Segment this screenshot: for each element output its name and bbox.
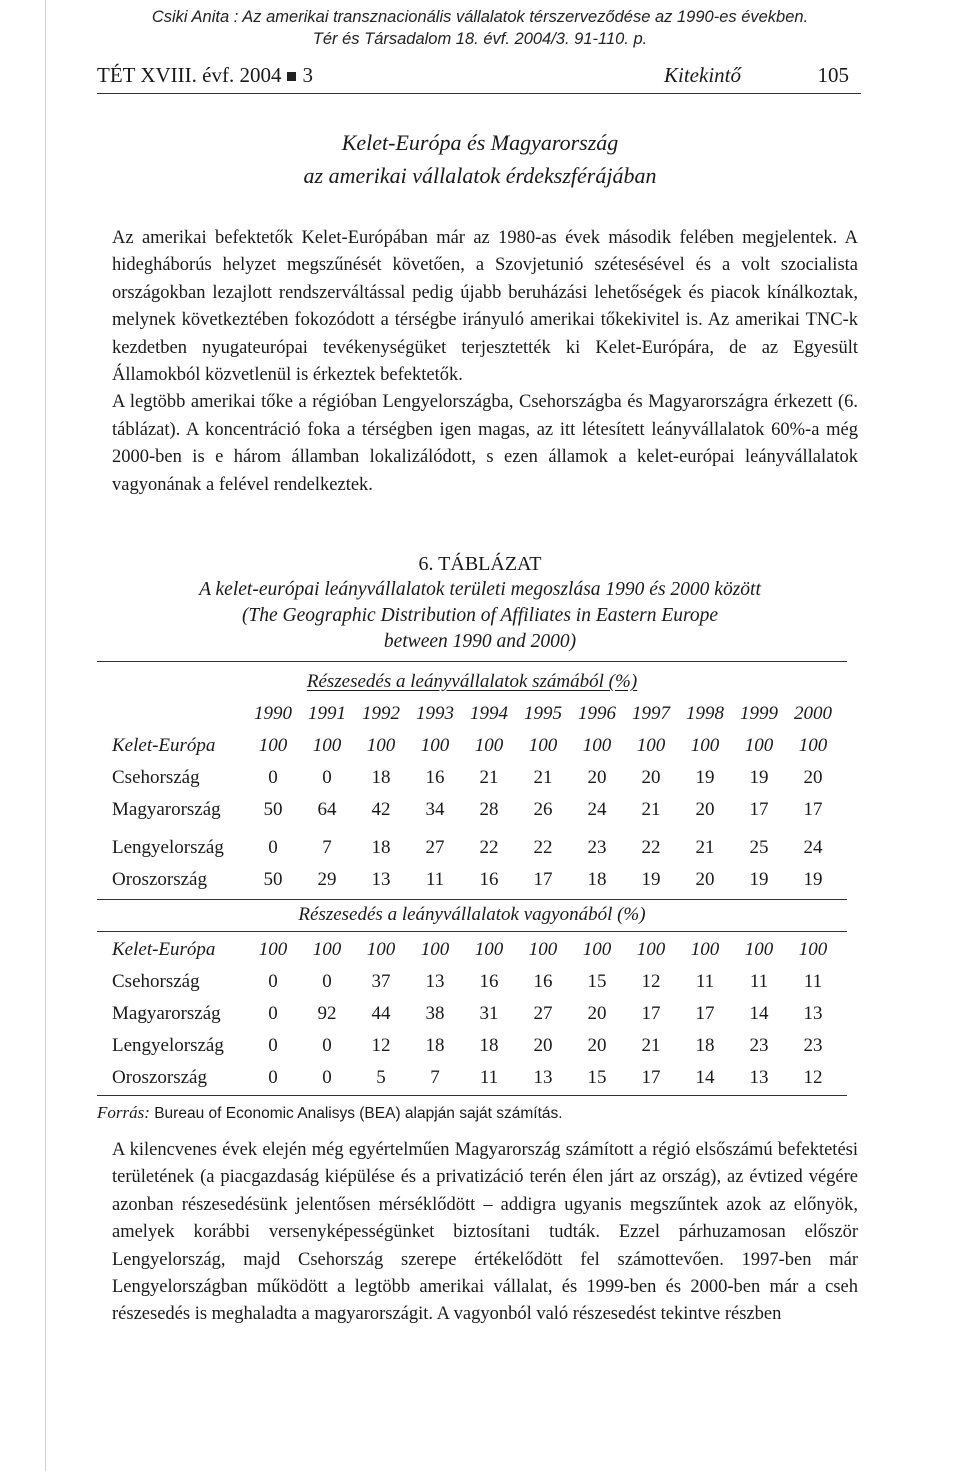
table-cell: 7 [322, 837, 332, 858]
table-cell: 21 [641, 799, 661, 820]
section-heading-count-text: Részesedés a leányvállalatok számából (%) [306, 671, 638, 692]
table-cell: 15 [587, 1067, 607, 1088]
table-cell: 18 [371, 767, 391, 788]
table-cell: 7 [430, 1067, 440, 1088]
running-head-journal [97, 63, 313, 88]
paragraph-2: A legtöbb amerikai tőke a régióban Lengyelországba, Csehországba és Magyarországra érkezett (6. táblázat). A koncentráció foka a térségben igen magas, az itt létesített leányvállalatok 60%-a még 2000-ben is e három államban lokalizálódott, s ezen államok a kelet-európai leányvállalatok vagyonának a felével rendelkeztek. [112, 392, 858, 495]
table-cell: 100 [528, 939, 558, 960]
year-header-1992: 1992 [362, 703, 400, 724]
table-cell: 20 [587, 767, 607, 788]
row-label: Magyarország [112, 799, 221, 820]
table-cell: 100 [582, 939, 612, 960]
table-cell: 44 [371, 1003, 391, 1024]
table-row [97, 1067, 847, 1095]
table-row [97, 735, 847, 763]
table-cell: 0 [322, 1035, 332, 1056]
table-row [97, 837, 847, 865]
table-cell: 20 [587, 1003, 607, 1024]
table-cell: 50 [263, 869, 283, 890]
table-cell: 23 [749, 1035, 769, 1056]
year-header-1991: 1991 [308, 703, 346, 724]
table-cell: 13 [533, 1067, 553, 1088]
running-head [97, 63, 861, 94]
table-cell: 20 [587, 1035, 607, 1056]
table-cell: 0 [322, 1067, 332, 1088]
table-title-line-2: (The Geographic Distribution of Affiliates in Eastern Europe [241, 605, 719, 626]
table-cell: 14 [695, 1067, 715, 1088]
table-cell: 17 [695, 1003, 715, 1024]
citation-header [0, 6, 960, 50]
table-bottom-rule [97, 1095, 847, 1096]
year-header-row [97, 703, 847, 731]
table-cell: 11 [695, 971, 715, 992]
journal-volume: TÉT XVIII. évf. 2004 [97, 63, 282, 87]
table-cell: 50 [263, 799, 283, 820]
table-cell: 21 [479, 767, 499, 788]
table-cell: 100 [744, 735, 774, 756]
table-cell: 92 [317, 1003, 337, 1024]
table-cell: 20 [641, 767, 661, 788]
section-heading-assets [97, 904, 847, 926]
table-cell: 17 [641, 1003, 661, 1024]
table-cell: 11 [479, 1067, 499, 1088]
table-title-line-1: A kelet-európai leányvállalatok területi megoszlása 1990 és 2000 között [199, 579, 761, 600]
table-cell: 21 [641, 1035, 661, 1056]
row-label: Magyarország [112, 1003, 221, 1024]
table-cell: 24 [803, 837, 823, 858]
table-caption [0, 551, 960, 655]
table-cell: 20 [695, 799, 715, 820]
table-cell: 18 [479, 1035, 499, 1056]
row-label: Kelet-Európa [112, 939, 216, 960]
table-row [97, 939, 847, 967]
table-cell: 27 [425, 837, 445, 858]
table-cell: 12 [641, 971, 661, 992]
table-cell: 16 [479, 869, 499, 890]
table-row [97, 767, 847, 795]
table-row [97, 1035, 847, 1063]
table-cell: 16 [479, 971, 499, 992]
year-header-1995: 1995 [524, 703, 562, 724]
section-heading-count [97, 671, 847, 693]
paragraph-3: A kilencvenes évek elején még egyértelműen Magyarország számított a régió elsőszámú befektetési területének (a piacgazdaság kiépülése és a privatizáció terén élen járt az ország), az évtized végére azonban részesedésünk jelentősen mérséklődött – addigra ugyanis megszűntek azok az előnyök, amelyek korábbi versenyképességünket biztosítani tudták. Ezzel párhuzamosan először Lengyelország, majd Csehország szerepe értékelődött fel számottevően. 1997-ben már Lengyelországban működött a legtöbb amerikai vállalat, és 1999-ben és 2000-ben már a cseh részesedés is meghaladta a magyarországit. A vagyonból való részesedést tekintve részben [112, 1140, 858, 1325]
table-cell: 19 [641, 869, 661, 890]
section-title-line-1: Kelet-Európa és Magyarország [341, 130, 619, 155]
table-cell: 0 [268, 767, 278, 788]
assets-heading-rule [97, 931, 847, 932]
table-cell: 38 [425, 1003, 445, 1024]
row-label: Csehország [112, 971, 200, 992]
table-cell: 12 [371, 1035, 391, 1056]
table-cell: 20 [803, 767, 823, 788]
year-header-1999: 1999 [740, 703, 778, 724]
table-cell: 100 [366, 735, 396, 756]
table-cell: 11 [803, 971, 823, 992]
table-cell: 19 [749, 869, 769, 890]
table-cell: 100 [420, 735, 450, 756]
table-cell: 100 [312, 735, 342, 756]
source-label: Forrás: [97, 1103, 150, 1122]
table-cell: 21 [695, 837, 715, 858]
paragraph-1: Az amerikai befektetők Kelet-Európában már az 1980-as évek második felében megjelentek. A hidegháborús helyzet megszűnését követően, a Szovjetunió szétesésével és a volt szocialista országokban lezajlott rendszerváltással pedig újabb beruházási lehetőségek és piacok kínálkoztak, melynek következtében fokozódott a térségbe irányuló amerikai tőkekivitel is. Az amerikai TNC-k kezdetben nyugateurópai tevékenységüket terjesztették ki Kelet-Európára, de az Egyesült Államokból közvetlenül is érkeztek befektetők. [112, 228, 858, 386]
table-cell: 12 [803, 1067, 823, 1088]
table-cell: 21 [533, 767, 553, 788]
section-title [0, 126, 960, 192]
row-label: Csehország [112, 767, 200, 788]
table-cell: 19 [803, 869, 823, 890]
table-cell: 27 [533, 1003, 553, 1024]
table-cell: 13 [803, 1003, 823, 1024]
table-cell: 42 [371, 799, 391, 820]
table-cell: 25 [749, 837, 769, 858]
table-cell: 0 [268, 1035, 278, 1056]
table-cell: 13 [371, 869, 391, 890]
year-header-1998: 1998 [686, 703, 724, 724]
table-cell: 5 [376, 1067, 386, 1088]
source-text: Bureau of Economic Analisys (BEA) alapján saját számítás. [154, 1105, 563, 1122]
table-cell: 100 [474, 735, 504, 756]
table-cell: 14 [749, 1003, 769, 1024]
table-cell: 17 [749, 799, 769, 820]
year-header-2000: 2000 [794, 703, 832, 724]
table-cell: 23 [587, 837, 607, 858]
table-cell: 17 [803, 799, 823, 820]
table-cell: 16 [533, 971, 553, 992]
table-cell: 100 [528, 735, 558, 756]
source-note [97, 1103, 563, 1123]
table-title-line-3: between 1990 and 2000) [383, 631, 577, 652]
table-cell: 100 [798, 939, 828, 960]
table-cell: 34 [425, 799, 445, 820]
year-header-1993: 1993 [416, 703, 454, 724]
table-cell: 22 [479, 837, 499, 858]
table-cell: 26 [533, 799, 553, 820]
citation-line-1: Csiki Anita : Az amerikai transznacionális vállalatok térszerveződése az 1990-es években. [151, 8, 809, 26]
table-cell: 29 [317, 869, 337, 890]
section-heading-assets-text: Részesedés a leányvállalatok vagyonából (%) [298, 904, 646, 925]
citation-line-2: Tér és Társadalom 18. évf. 2004/3. 91-110. p. [312, 30, 648, 48]
table-row [97, 869, 847, 897]
table-cell: 100 [258, 939, 288, 960]
table-cell: 23 [803, 1035, 823, 1056]
table-cell: 100 [258, 735, 288, 756]
year-header-1994: 1994 [470, 703, 508, 724]
table-cell: 20 [533, 1035, 553, 1056]
table-cell: 100 [798, 735, 828, 756]
table-cell: 22 [641, 837, 661, 858]
table-cell: 18 [371, 837, 391, 858]
table-cell: 100 [744, 939, 774, 960]
row-label: Lengyelország [112, 837, 224, 858]
table-cell: 15 [587, 971, 607, 992]
body-text-top [112, 225, 858, 499]
table-cell: 13 [749, 1067, 769, 1088]
table-number: 6. TÁBLÁZAT [418, 553, 542, 575]
table-cell: 17 [641, 1067, 661, 1088]
table-cell: 28 [479, 799, 499, 820]
table-cell: 100 [690, 939, 720, 960]
row-label: Kelet-Európa [112, 735, 216, 756]
table-cell: 20 [695, 869, 715, 890]
table-cell: 0 [268, 1067, 278, 1088]
table-cell: 100 [312, 939, 342, 960]
table-cell: 100 [690, 735, 720, 756]
table-cell: 18 [587, 869, 607, 890]
body-text-bottom [112, 1137, 858, 1329]
table-cell: 24 [587, 799, 607, 820]
page-number: 105 [817, 63, 849, 87]
table-row [97, 1003, 847, 1031]
table-cell: 31 [479, 1003, 499, 1024]
table-cell: 13 [425, 971, 445, 992]
table-cell: 18 [695, 1035, 715, 1056]
row-label: Oroszország [112, 1067, 207, 1088]
square-bullet-icon [287, 72, 296, 81]
issue-number: 3 [302, 63, 313, 87]
table-cell: 0 [268, 971, 278, 992]
table-cell: 22 [533, 837, 553, 858]
row-label: Oroszország [112, 869, 207, 890]
table-cell: 0 [268, 1003, 278, 1024]
section-title-line-2: az amerikai vállalatok érdekszférájában [303, 163, 657, 188]
page-edge-line [45, 0, 46, 1471]
table-cell: 100 [420, 939, 450, 960]
table-cell: 11 [425, 869, 445, 890]
table-row [97, 799, 847, 827]
table-cell: 19 [695, 767, 715, 788]
table-cell: 19 [749, 767, 769, 788]
row-label: Lengyelország [112, 1035, 224, 1056]
table-cell: 64 [317, 799, 337, 820]
table-top-rule [97, 661, 847, 662]
table-cell: 100 [636, 735, 666, 756]
table-cell: 100 [582, 735, 612, 756]
table-row [97, 971, 847, 999]
table-cell: 0 [322, 971, 332, 992]
table-cell: 37 [371, 971, 391, 992]
table-cell: 18 [425, 1035, 445, 1056]
table-cell: 100 [366, 939, 396, 960]
table-cell: 11 [749, 971, 769, 992]
table-cell: 100 [636, 939, 666, 960]
table-cell: 0 [268, 837, 278, 858]
table-cell: 16 [425, 767, 445, 788]
section-divider-rule [97, 899, 847, 900]
year-header-1996: 1996 [578, 703, 616, 724]
table-cell: 0 [322, 767, 332, 788]
year-header-1990: 1990 [254, 703, 292, 724]
table-cell: 17 [533, 869, 553, 890]
table-cell: 100 [474, 939, 504, 960]
section-name: Kitekintő [664, 63, 741, 87]
year-header-1997: 1997 [632, 703, 670, 724]
